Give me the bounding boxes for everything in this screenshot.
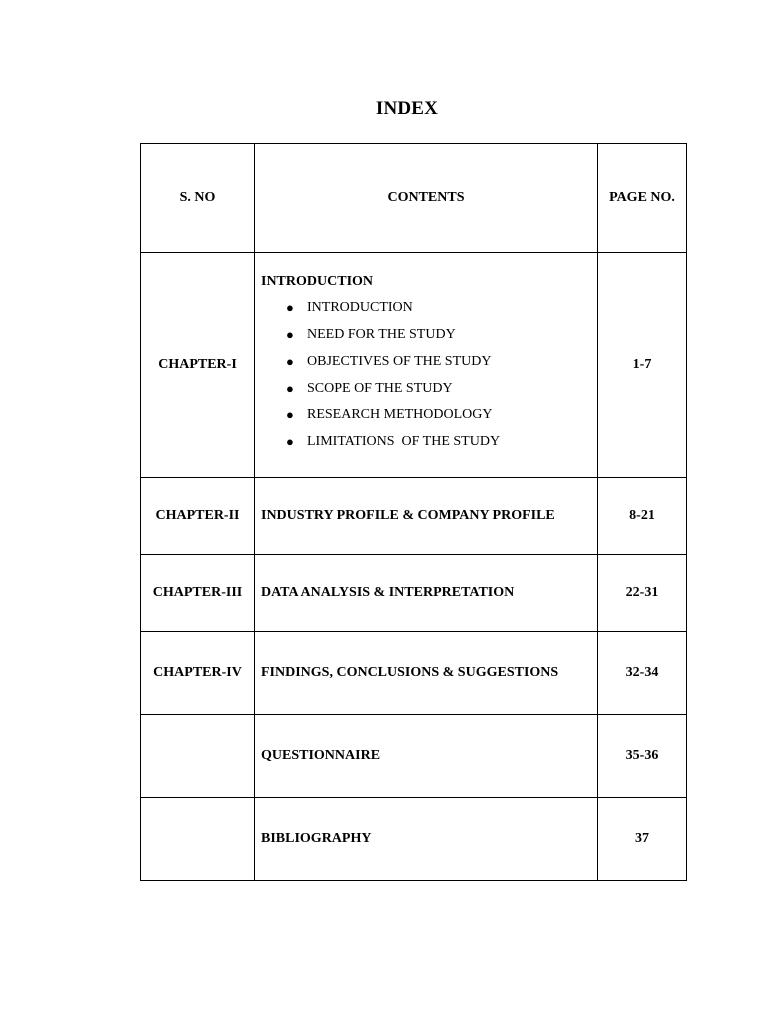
row-page-no: 32-34 — [598, 632, 687, 715]
row-sno — [141, 715, 255, 798]
list-item — [286, 349, 597, 376]
row-sno: CHAPTER-III — [141, 555, 255, 632]
row-sno: CHAPTER-II — [141, 478, 255, 555]
list-item-label: NEED FOR THE STUDY — [307, 327, 456, 343]
header-contents: CONTENTS — [255, 144, 598, 253]
row-sno: CHAPTER-IV — [141, 632, 255, 715]
chapter-heading: INTRODUCTION — [261, 274, 374, 290]
list-item-label: SCOPE OF THE STUDY — [307, 380, 453, 396]
row-page-no: 8-21 — [598, 478, 687, 555]
list-item — [286, 322, 597, 349]
header-page-no: PAGE NO. — [598, 144, 687, 253]
row-contents: DATA ANALYSIS & INTERPRETATION — [255, 555, 598, 632]
list-item-label: OBJECTIVES OF THE STUDY — [307, 353, 492, 369]
row-contents: FINDINGS, CONCLUSIONS & SUGGESTIONS — [255, 632, 598, 715]
list-item-label: LIMITATIONS OF THE STUDY — [307, 433, 501, 449]
row-page-no: 22-31 — [598, 555, 687, 632]
list-item — [286, 429, 597, 456]
list-item — [286, 376, 597, 403]
table-row — [141, 253, 687, 478]
bullet-icon: ● — [286, 433, 294, 449]
table-row — [141, 478, 687, 555]
header-sno: S. NO — [141, 144, 255, 253]
index-table — [140, 143, 687, 881]
row-contents: INDUSTRY PROFILE & COMPANY PROFILE — [255, 478, 598, 555]
table-row — [141, 632, 687, 715]
row-contents — [255, 253, 598, 478]
row-contents: BIBLIOGRAPHY — [255, 798, 598, 881]
table-row — [141, 555, 687, 632]
row-sno — [141, 798, 255, 881]
table-row — [141, 715, 687, 798]
page-title: INDEX — [375, 98, 439, 119]
bullet-icon: ● — [286, 327, 294, 343]
row-page-no: 35-36 — [598, 715, 687, 798]
row-contents: QUESTIONNAIRE — [255, 715, 598, 798]
row-page-no: 37 — [598, 798, 687, 881]
subtopic-list — [261, 295, 597, 455]
table-row — [141, 798, 687, 881]
list-item-label: RESEARCH METHODOLOGY — [307, 407, 493, 423]
row-page-no: 1-7 — [598, 253, 687, 478]
list-item — [286, 295, 597, 322]
bullet-icon: ● — [286, 407, 294, 423]
list-item — [286, 402, 597, 429]
bullet-icon: ● — [286, 300, 294, 316]
bullet-icon: ● — [286, 380, 294, 396]
table-header-row — [141, 144, 687, 253]
bullet-icon: ● — [286, 353, 294, 369]
row-sno: CHAPTER-I — [141, 253, 255, 478]
list-item-label: INTRODUCTION — [307, 300, 413, 316]
